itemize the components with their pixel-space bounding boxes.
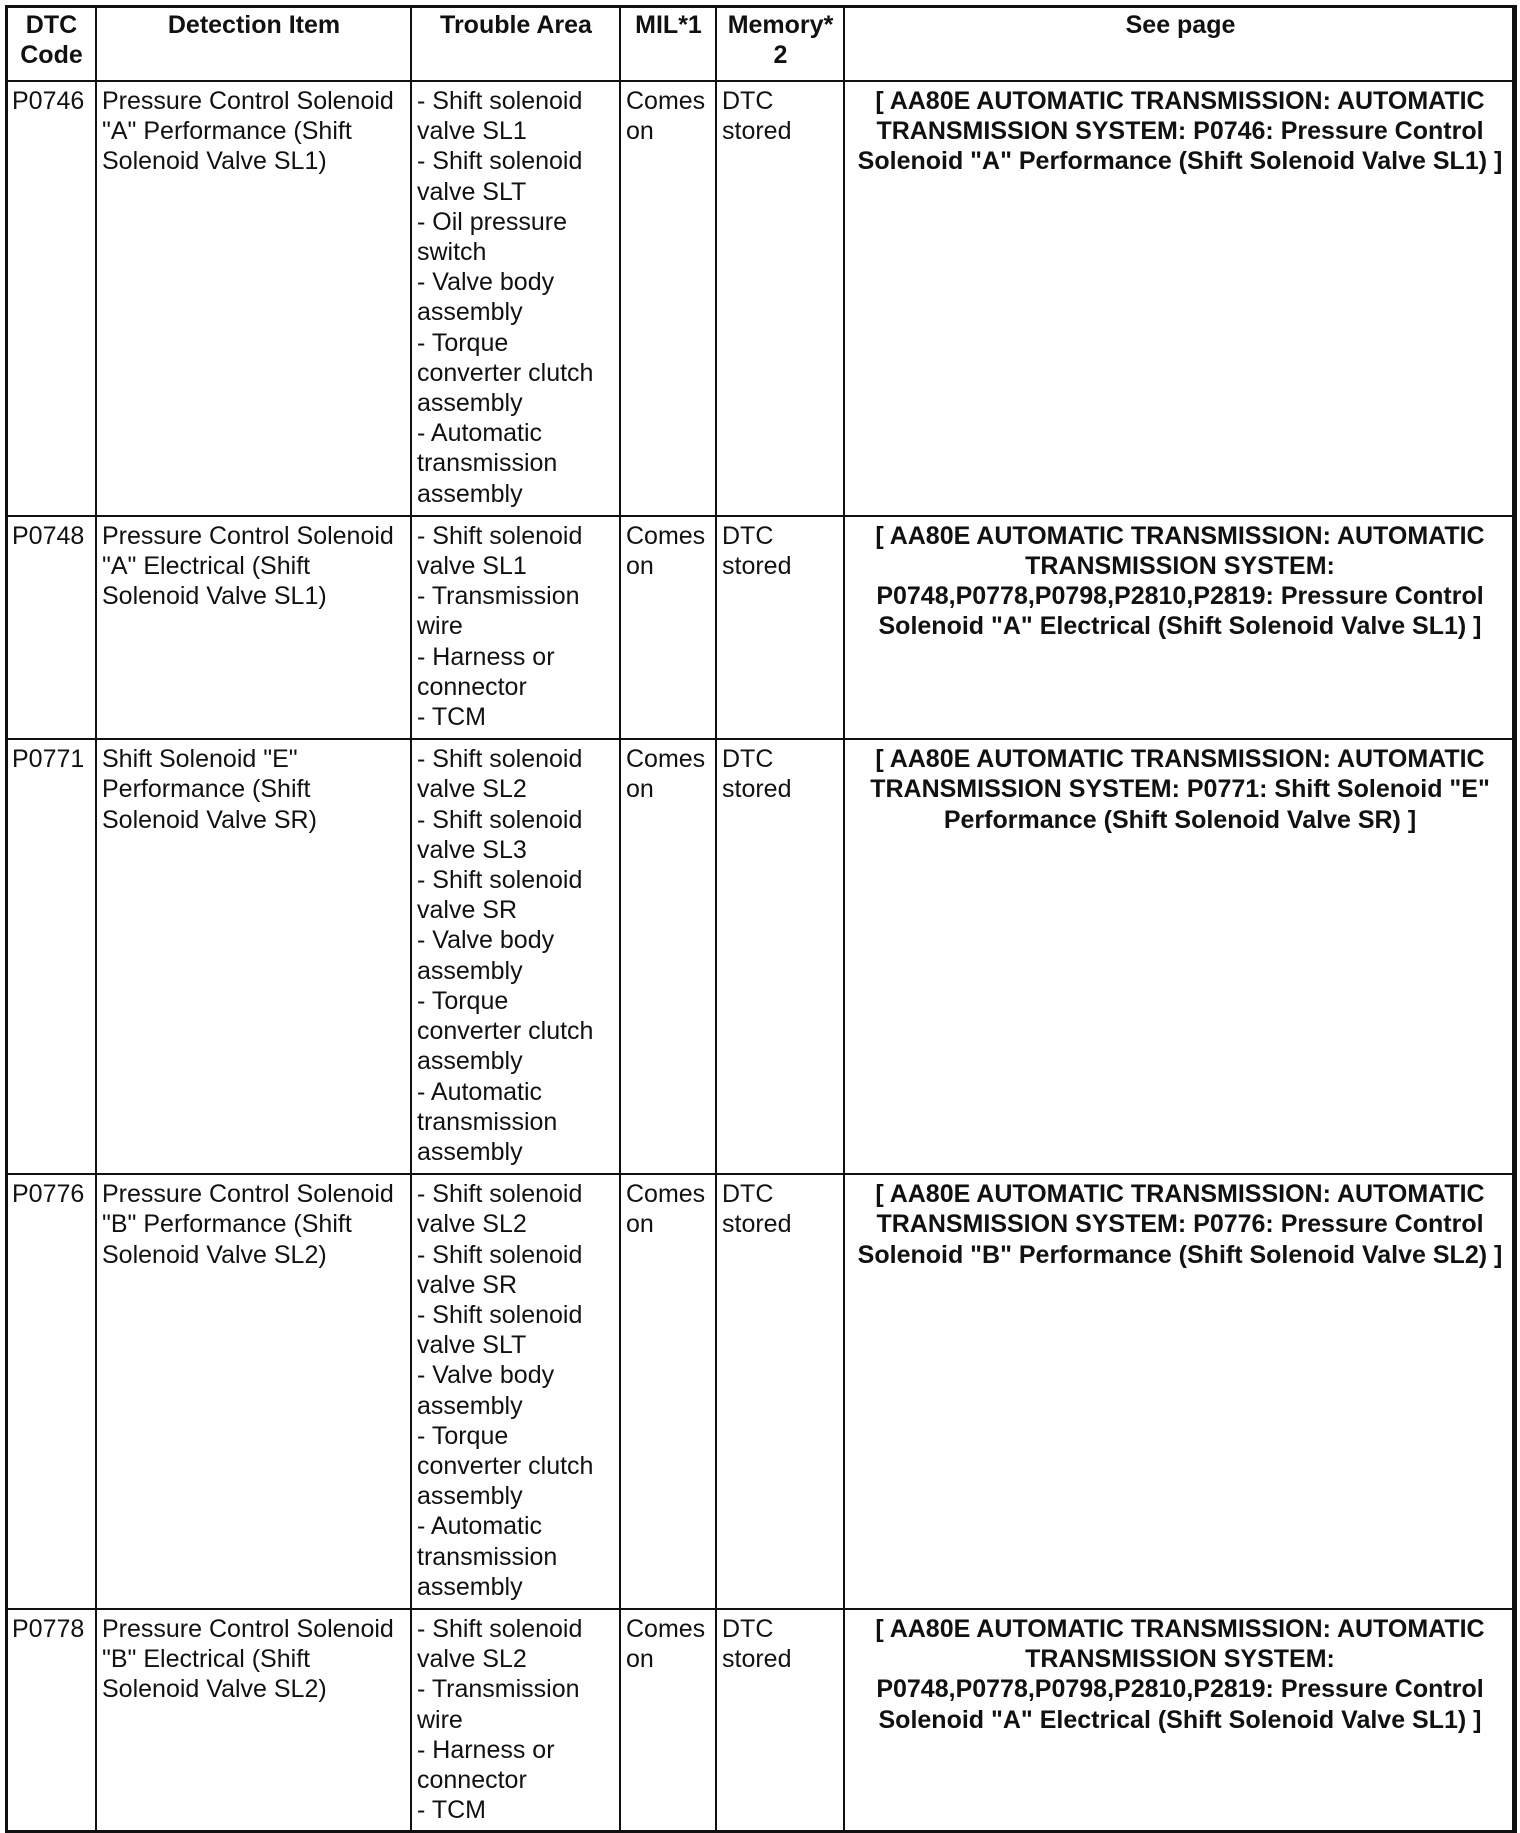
- trouble-area-item: - Shift solenoid valve SL1: [417, 87, 583, 146]
- dtc-code-cell: P0776: [6, 1174, 96, 1609]
- trouble-area-item: - Torque converter clutch assembly: [417, 328, 594, 418]
- detection-item-cell: Shift Solenoid "E" Performance (Shift Solenoid Valve SR): [96, 739, 411, 1174]
- table-row: [6, 1609, 1516, 1832]
- trouble-area-item: - TCM: [417, 703, 486, 732]
- see-page-link[interactable]: [ AA80E AUTOMATIC TRANSMISSION: AUTOMATIC TRANSMISSION SYSTEM: P0748,P0778,P0798,P2810,P2819: Pressure Control Solenoid "A" Electrical (Shift Solenoid Valve SL1) ]: [844, 516, 1516, 739]
- header-detection-item: Detection Item: [96, 6, 411, 81]
- trouble-area-item: - Shift solenoid valve SL1: [417, 521, 583, 581]
- document-page: [5, 5, 1515, 1833]
- trouble-area-item: - Valve body assembly: [417, 268, 555, 327]
- trouble-area-item: - Shift solenoid valve SL3: [417, 805, 583, 864]
- memory-cell: DTC stored: [716, 81, 844, 516]
- dtc-code-cell: P0746: [6, 81, 96, 516]
- trouble-area-item: - Valve body assembly: [417, 1361, 555, 1420]
- detection-item-cell: Pressure Control Solenoid "A" Electrical (Shift Solenoid Valve SL1): [96, 516, 411, 739]
- memory-cell: DTC stored: [716, 1174, 844, 1609]
- dtc-code-cell: P0778: [6, 1609, 96, 1832]
- detection-item-cell: Pressure Control Solenoid "B" Performance (Shift Solenoid Valve SL2): [96, 1174, 411, 1609]
- trouble-area-item: - Shift solenoid valve SR: [417, 866, 583, 925]
- trouble-area-item: - Shift solenoid valve SLT: [417, 147, 583, 206]
- trouble-area-item: - Shift solenoid valve SR: [417, 1240, 583, 1299]
- see-page-link[interactable]: [ AA80E AUTOMATIC TRANSMISSION: AUTOMATIC TRANSMISSION SYSTEM: P0771: Shift Solenoid "E" Performance (Shift Solenoid Valve SR) ]: [844, 739, 1516, 1174]
- detection-item-cell: Pressure Control Solenoid "B" Electrical (Shift Solenoid Valve SL2): [96, 1609, 411, 1832]
- mil-cell: Comes on: [620, 1609, 716, 1832]
- header-trouble-area: Trouble Area: [411, 6, 620, 81]
- trouble-area-item: - Torque converter clutch assembly: [417, 986, 594, 1076]
- mil-cell: Comes on: [620, 1174, 716, 1609]
- trouble-area-item: - Automatic transmission assembly: [417, 1512, 558, 1601]
- see-page-link[interactable]: [ AA80E AUTOMATIC TRANSMISSION: AUTOMATIC TRANSMISSION SYSTEM: P0746: Pressure Control Solenoid "A" Performance (Shift Solenoid Valve SL1) ]: [844, 81, 1516, 516]
- mil-cell: Comes on: [620, 516, 716, 739]
- trouble-area-item: - Harness or connector: [417, 1735, 555, 1794]
- trouble-area-item: - Shift solenoid valve SL2: [417, 1180, 583, 1239]
- table-header-row: [6, 6, 1516, 81]
- see-page-link[interactable]: [ AA80E AUTOMATIC TRANSMISSION: AUTOMATIC TRANSMISSION SYSTEM: P0748,P0778,P0798,P2810,P2819: Pressure Control Solenoid "A" Electrical (Shift Solenoid Valve SL1) ]: [844, 1609, 1516, 1832]
- memory-cell: DTC stored: [716, 516, 844, 739]
- trouble-area-item: - Automatic transmission assembly: [417, 419, 558, 508]
- trouble-area-item: - TCM: [417, 1796, 486, 1825]
- memory-cell: DTC stored: [716, 739, 844, 1174]
- trouble-area-item: - Shift solenoid valve SL2: [417, 745, 583, 804]
- trouble-area-item: - Oil pressure switch: [417, 207, 568, 267]
- trouble-area-item: - Transmission wire: [417, 1675, 580, 1734]
- header-dtc-code: DTC Code: [6, 6, 96, 81]
- trouble-area-item: - Shift solenoid valve SLT: [417, 1300, 583, 1360]
- dtc-table: [5, 5, 1517, 1833]
- dtc-code-cell: P0771: [6, 739, 96, 1174]
- trouble-area-item: - Valve body assembly: [417, 926, 555, 985]
- trouble-area-cell: [411, 81, 620, 516]
- dtc-code-cell: P0748: [6, 516, 96, 739]
- header-see-page: See page: [844, 6, 1516, 81]
- table-row: [6, 516, 1516, 739]
- trouble-area-cell: [411, 516, 620, 739]
- mil-cell: Comes on: [620, 739, 716, 1174]
- see-page-link[interactable]: [ AA80E AUTOMATIC TRANSMISSION: AUTOMATIC TRANSMISSION SYSTEM: P0776: Pressure Control Solenoid "B" Performance (Shift Solenoid Valve SL2) ]: [844, 1174, 1516, 1609]
- table-row: [6, 739, 1516, 1174]
- trouble-area-cell: [411, 739, 620, 1174]
- trouble-area-cell: [411, 1174, 620, 1609]
- trouble-area-item: - Torque converter clutch assembly: [417, 1421, 594, 1511]
- header-mil: MIL*1: [620, 6, 716, 81]
- mil-cell: Comes on: [620, 81, 716, 516]
- trouble-area-item: - Shift solenoid valve SL2: [417, 1614, 583, 1674]
- memory-cell: DTC stored: [716, 1609, 844, 1832]
- trouble-area-cell: [411, 1609, 620, 1832]
- trouble-area-item: - Transmission wire: [417, 582, 580, 641]
- table-row: [6, 81, 1516, 516]
- trouble-area-item: - Harness or connector: [417, 642, 555, 701]
- table-row: [6, 1174, 1516, 1609]
- header-memory: Memory*2: [716, 6, 844, 81]
- trouble-area-item: - Automatic transmission assembly: [417, 1077, 558, 1166]
- detection-item-cell: Pressure Control Solenoid "A" Performance (Shift Solenoid Valve SL1): [96, 81, 411, 516]
